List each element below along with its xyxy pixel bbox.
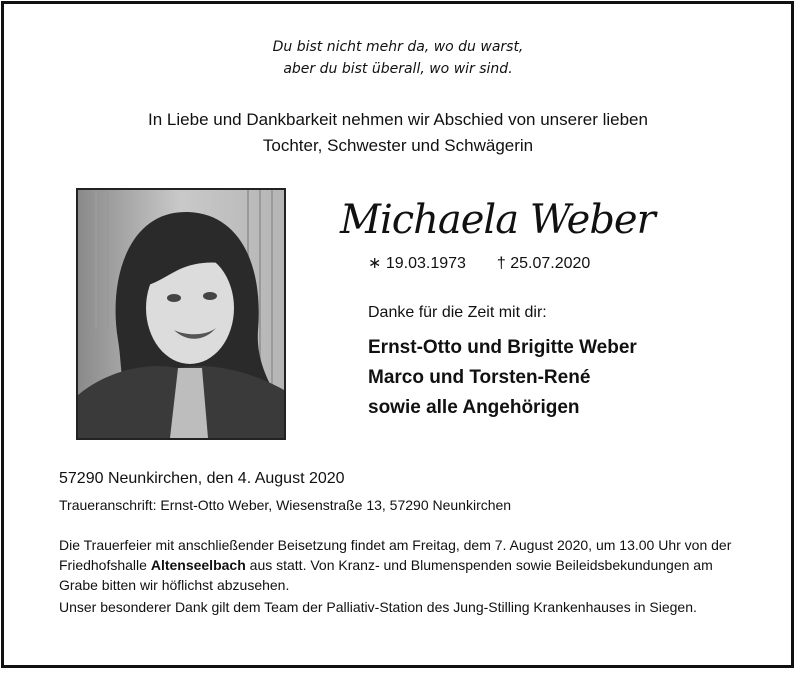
birth-date: 19.03.1973 (385, 255, 466, 272)
portrait-photo (76, 188, 286, 440)
birth-star-icon: ∗ (368, 255, 382, 272)
deceased-name: Michaela Weber (340, 197, 655, 243)
thanks-line: Danke für die Zeit mit dir: (368, 304, 547, 321)
intro-line-2: Tochter, Schwester und Schwägerin (262, 136, 534, 155)
service-paragraph-2: Unser besonderer Dank gilt dem Team der Palliativ-Station des Jung-Stilling Krankenhauses in Siegen. (59, 599, 697, 615)
mourner-line-3: sowie alle Angehörigen (368, 397, 580, 418)
motto-verse (0, 36, 796, 80)
motto-line-1: Du bist nicht mehr da, wo du warst, (272, 39, 524, 55)
motto-line-2: aber du bist überall, wo wir sind. (283, 61, 513, 77)
mourning-address: Traueranschrift: Ernst-Otto Weber, Wiesenstraße 13, 57290 Neunkirchen (59, 497, 512, 513)
intro-text (0, 107, 796, 159)
venue-name: Altenseelbach (150, 557, 246, 573)
mourners-list (368, 333, 637, 423)
place-date: 57290 Neunkirchen, den 4. August 2020 (59, 470, 345, 487)
service-text: Die Trauerfeier mit anschließender Beisetzung findet am Freitag, dem 7. August 2020, um 13.00 Uhr von der Friedhofshalle (59, 537, 732, 573)
service-details (59, 535, 749, 617)
service-text-cont: aus statt. Von Kranz- und Blumenspenden sowie Beileidsbekundungen am Grabe bitten wir höflichst abzusehen. (59, 557, 713, 593)
service-paragraph-1 (59, 535, 749, 595)
portrait-photo-icon (78, 190, 284, 438)
death-cross-icon: † (496, 255, 506, 272)
mourner-line-2: Marco und Torsten-René (368, 367, 591, 388)
life-dates (368, 253, 590, 275)
intro-line-1: In Liebe und Dankbarkeit nehmen wir Abschied von unserer lieben (148, 110, 648, 129)
mourner-line-1: Ernst-Otto und Brigitte Weber (368, 337, 637, 358)
death-date: 25.07.2020 (510, 255, 591, 272)
